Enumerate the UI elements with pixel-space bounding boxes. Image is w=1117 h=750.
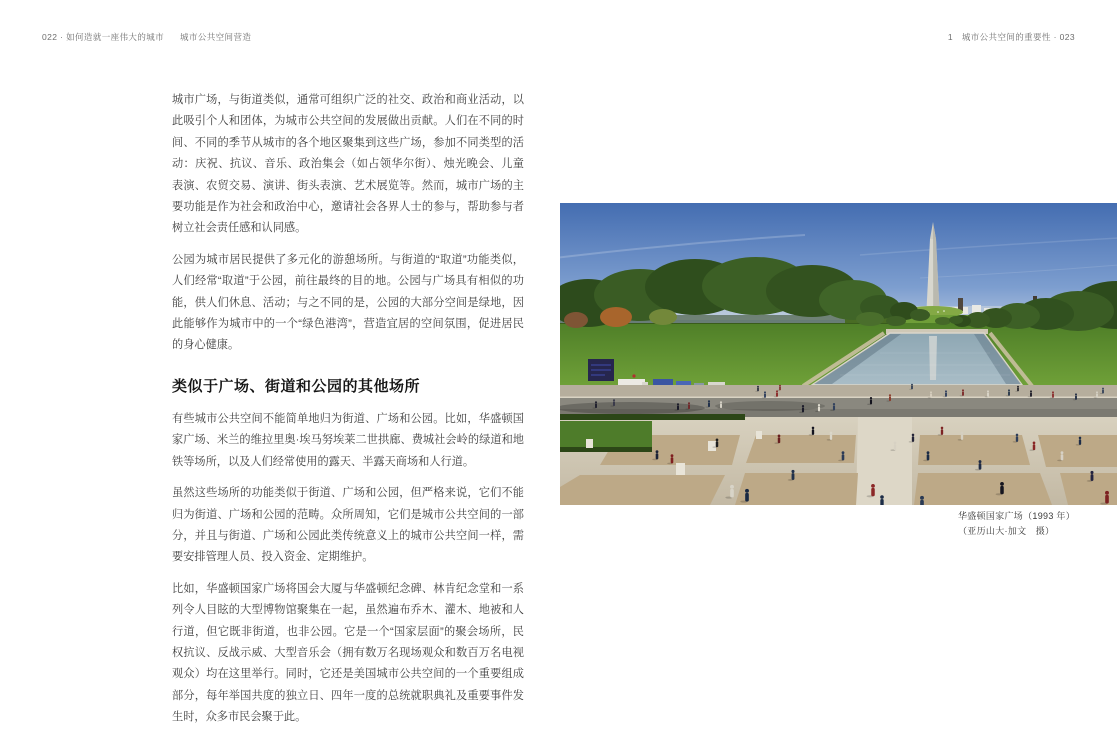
caption-line-1: 华盛顿国家广场（1993 年） bbox=[958, 511, 1076, 521]
paragraph-national-mall: 比如，华盛顿国家广场将国会大厦与华盛顿纪念碑、林肯纪念堂和一系列令人目眩的大型博物馆聚集在一起，虽然遍布乔木、灌木、地被和人行道，但它既非街道，也非公园。它是一个“国家层面”的聚会场所，民权抗议、反战示威、大型音乐会（拥有数万名现场观众和数百万名电视观众）均在这里举行。同时，它还是美国城市公共空间的一个重要组成部分，每年举国共度的独立日、四年一度的总统就职典礼及重要事件发生时，众多市民会聚于此。 bbox=[172, 582, 524, 724]
running-head-right bbox=[948, 31, 1075, 43]
article-column bbox=[172, 90, 524, 739]
paragraph-not-street-not-park: 虽然这些场所的功能类似于街道、广场和公园，但严格来说，它们不能归为街道、广场和公园的范畴。众所周知，它们是城市公共空间的一部分，并且与街道、广场和公园此类传统意义上的城市公共空间一样，需要安排管理人员、投入资金、定期维护。 bbox=[172, 487, 524, 564]
paragraph-other-places: 有些城市公共空间不能简单地归为街道、广场和公园。比如，华盛顿国家广场、米兰的维拉里奥·埃马努埃莱二世拱廊、费城社会岭的绿道和地铁等场所，以及人们经常使用的露天、半露天商场和人行道。 bbox=[172, 412, 524, 468]
figure-washington-mall bbox=[560, 203, 1117, 505]
running-head-left-main: 022 · 如何造就一座伟大的城市 bbox=[42, 32, 165, 42]
caption-line-2: （亚历山大·加文 摄） bbox=[958, 525, 1055, 536]
running-head-right-text: 1 城市公共空间的重要性 · 023 bbox=[947, 32, 1075, 42]
paragraph-city-plazas: 城市广场，与街道类似，通常可组织广泛的社交、政治和商业活动，以此吸引个人和团体，为城市公共空间的发展做出贡献。人们在不同的时间、不同的季节从城市的各个地区聚集到这些广场，参加不同类型的活动：庆祝、抗议、音乐、政治集会（如占领华尔街）、烛光晚会、儿童表演、农贸交易、演讲、街头表演、艺术展览等。然而，城市广场的主要功能是作为社会和政治中心，邀请社会各界人士的参与，帮助参与者树立社会责任感和认同感。 bbox=[172, 94, 524, 235]
washington-mall-photo bbox=[560, 203, 1117, 505]
running-head-left-section: 城市公共空间营造 bbox=[180, 32, 252, 42]
sidewalk bbox=[560, 385, 1117, 398]
central-walkway bbox=[856, 417, 912, 505]
figure-caption bbox=[958, 509, 1075, 538]
hedge-row bbox=[560, 414, 745, 420]
curb-line bbox=[560, 397, 1117, 399]
lawn-panel bbox=[560, 421, 652, 447]
section-heading: 类似于广场、街道和公园的其他场所 bbox=[172, 377, 421, 395]
plaza bbox=[560, 414, 1117, 505]
paragraph-parks: 公园为城市居民提供了多元化的游憩场所。与街道的“取道”功能类似，人们经常“取道”于公园，前往最终的目的地。公园与广场具有相似的功能，供人们休息、活动；与之不同的是，公园的大部分空间是绿地，因此能够作为城市中的一个“绿色港湾”，营造宜居的空间氛围，促进居民的身心健康。 bbox=[172, 253, 524, 352]
running-head-left bbox=[42, 31, 251, 43]
